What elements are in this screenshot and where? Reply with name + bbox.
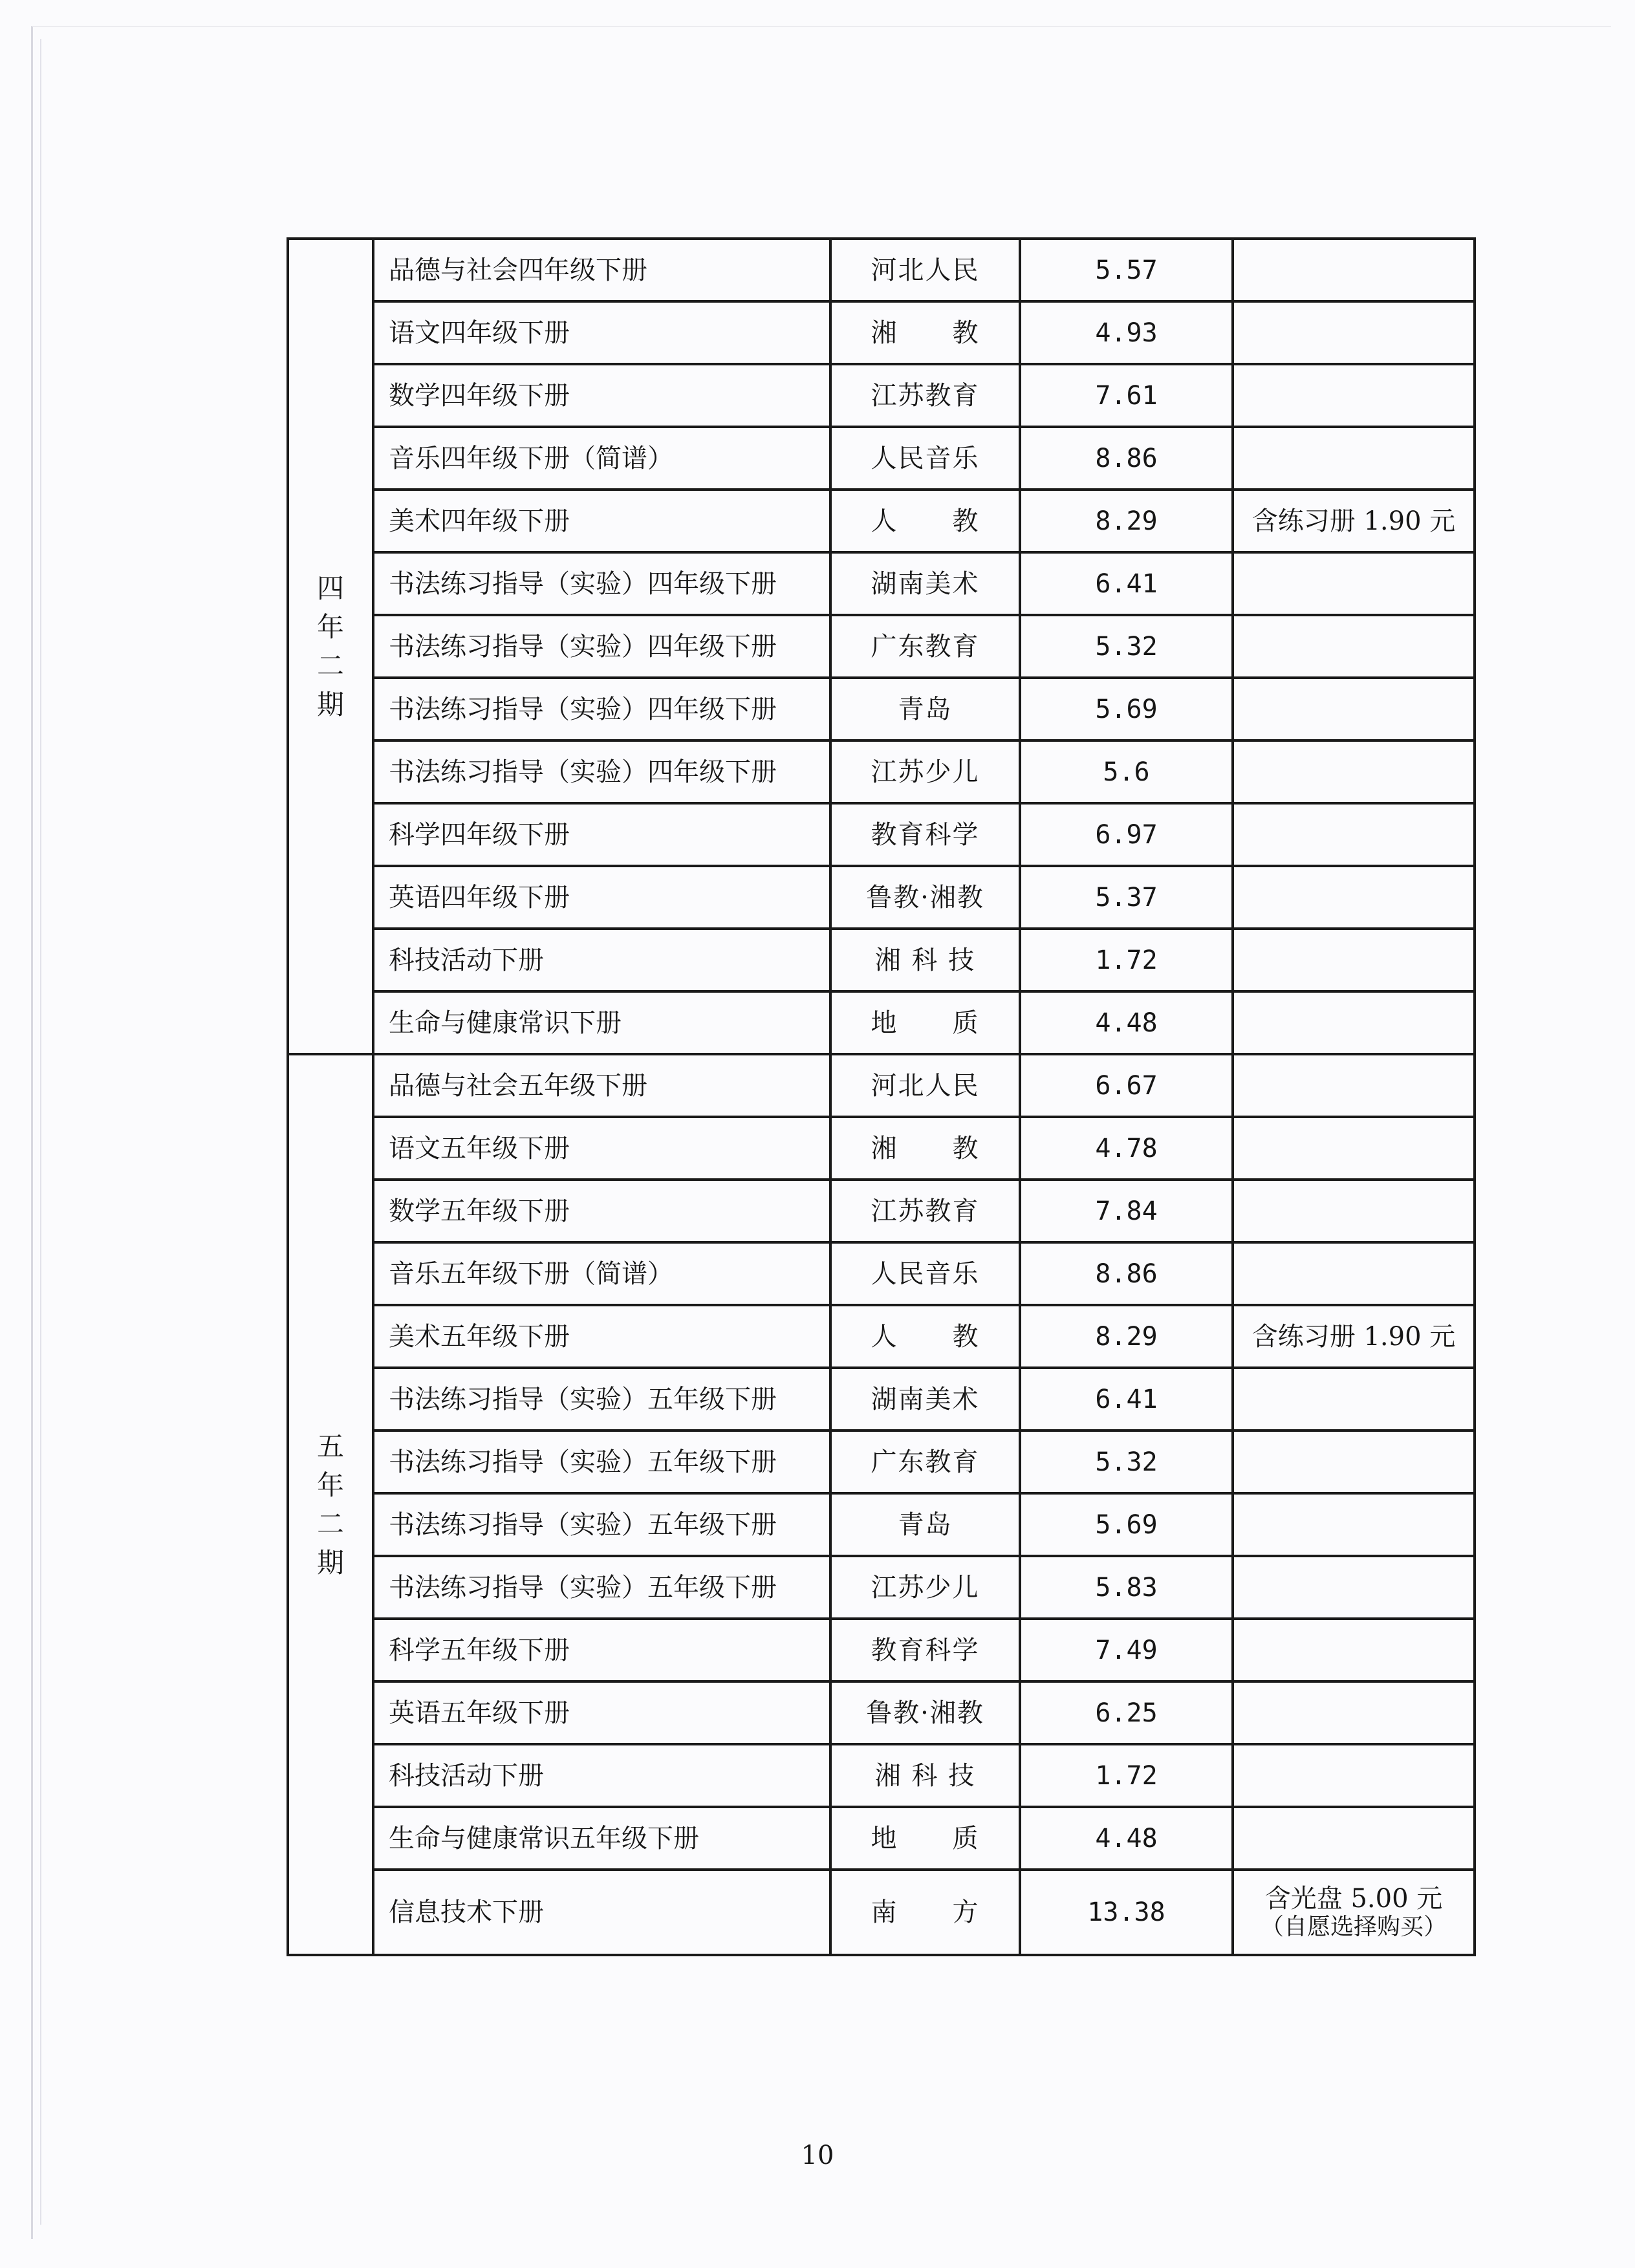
note-line-2: （自愿选择购买） [1260,1914,1447,1941]
note-cell [1233,1117,1475,1180]
table-row [288,1368,1475,1431]
book-title-cell: 语文五年级下册 [373,1117,830,1180]
price-cell: 6.25 [1020,1681,1233,1744]
price-cell: 6.41 [1020,1368,1233,1431]
table-row [288,1493,1475,1556]
table-row [288,991,1475,1054]
price-cell: 4.78 [1020,1117,1233,1180]
book-title-cell: 书法练习指导（实验）四年级下册 [373,615,830,678]
publisher-cell: 江苏少儿 [830,1556,1020,1619]
note-cell [1233,929,1475,991]
price-cell: 5.69 [1020,1493,1233,1556]
table-row [288,1807,1475,1870]
note-cell [1233,866,1475,929]
publisher-cell: 湘 教 [830,301,1020,364]
book-title-cell: 品德与社会五年级下册 [373,1054,830,1117]
table-row [288,1431,1475,1493]
publisher-cell: 广东教育 [830,1431,1020,1493]
book-title-cell: 书法练习指导（实验）五年级下册 [373,1556,830,1619]
price-cell: 6.97 [1020,803,1233,866]
table-row [288,1556,1475,1619]
term-char: 四 [316,572,344,604]
price-cell: 13.38 [1020,1870,1233,1955]
table-row [288,1117,1475,1180]
note-cell [1233,1870,1475,1955]
book-title-cell: 科学四年级下册 [373,803,830,866]
note-cell [1233,1054,1475,1117]
publisher-cell: 地 质 [830,991,1020,1054]
table-row [288,1744,1475,1807]
publisher-cell: 青岛 [830,678,1020,740]
publisher-cell: 人 教 [830,1305,1020,1368]
textbook-price-table [287,237,1476,1956]
term-char: 二 [316,649,344,682]
price-cell: 1.72 [1020,929,1233,991]
book-title-cell: 书法练习指导（实验）五年级下册 [373,1493,830,1556]
publisher-cell: 鲁教·湘教 [830,1681,1020,1744]
publisher-cell: 人民音乐 [830,427,1020,490]
note-cell [1233,1619,1475,1681]
note-cell [1233,1368,1475,1431]
table-row [288,1681,1475,1744]
note-cell [1233,1556,1475,1619]
publisher-cell: 教育科学 [830,803,1020,866]
table-row [288,1054,1475,1117]
book-title-cell: 书法练习指导（实验）四年级下册 [373,552,830,615]
note-cell [1233,1744,1475,1807]
book-title-cell: 数学五年级下册 [373,1180,830,1242]
book-title-cell: 英语四年级下册 [373,866,830,929]
note-cell [1233,552,1475,615]
table-row [288,803,1475,866]
price-cell: 7.61 [1020,364,1233,427]
book-title-cell: 语文四年级下册 [373,301,830,364]
table-row [288,552,1475,615]
price-cell: 5.83 [1020,1556,1233,1619]
price-cell: 7.49 [1020,1619,1233,1681]
note-cell: 含练习册 1.90 元 [1233,490,1475,552]
book-title-cell: 书法练习指导（实验）五年级下册 [373,1431,830,1493]
note-cell [1233,991,1475,1054]
table-row [288,929,1475,991]
publisher-cell: 湘 教 [830,1117,1020,1180]
book-title-cell: 生命与健康常识五年级下册 [373,1807,830,1870]
publisher-cell: 鲁教·湘教 [830,866,1020,929]
price-cell: 8.29 [1020,1305,1233,1368]
table-row [288,1619,1475,1681]
publisher-cell: 人民音乐 [830,1242,1020,1305]
book-title-cell: 数学四年级下册 [373,364,830,427]
note-cell [1233,239,1475,301]
publisher-cell: 江苏教育 [830,364,1020,427]
note-cell [1233,1681,1475,1744]
book-title-cell: 音乐四年级下册（简谱） [373,427,830,490]
publisher-cell: 南 方 [830,1870,1020,1955]
book-title-cell: 音乐五年级下册（简谱） [373,1242,830,1305]
table-row [288,615,1475,678]
publisher-cell: 地 质 [830,1807,1020,1870]
book-title-cell: 书法练习指导（实验）四年级下册 [373,678,830,740]
term-cell [288,1054,373,1955]
price-cell: 5.6 [1020,740,1233,803]
price-cell: 1.72 [1020,1744,1233,1807]
term-char: 期 [316,688,344,720]
price-cell: 5.69 [1020,678,1233,740]
table-row [288,1242,1475,1305]
table-row [288,1870,1475,1955]
note-cell [1233,803,1475,866]
book-title-cell: 品德与社会四年级下册 [373,239,830,301]
price-cell: 5.37 [1020,866,1233,929]
note-cell [1233,1180,1475,1242]
table-row [288,301,1475,364]
publisher-cell: 广东教育 [830,615,1020,678]
note-cell [1233,364,1475,427]
price-cell: 5.57 [1020,239,1233,301]
term-char: 年 [316,610,344,643]
price-cell: 4.48 [1020,991,1233,1054]
table-row [288,427,1475,490]
note-cell [1233,678,1475,740]
price-cell: 4.48 [1020,1807,1233,1870]
book-title-cell: 美术五年级下册 [373,1305,830,1368]
price-cell: 6.41 [1020,552,1233,615]
note-cell [1233,1242,1475,1305]
table-row [288,678,1475,740]
publisher-cell: 青岛 [830,1493,1020,1556]
publisher-cell: 湘 科 技 [830,929,1020,991]
publisher-cell: 江苏教育 [830,1180,1020,1242]
publisher-cell: 湘 科 技 [830,1744,1020,1807]
note-line-1: 含光盘 5.00 元 [1264,1884,1443,1914]
table-row [288,364,1475,427]
price-cell: 7.84 [1020,1180,1233,1242]
page-number: 10 [801,2141,834,2170]
book-title-cell: 科技活动下册 [373,1744,830,1807]
term-char: 年 [316,1469,344,1501]
note-cell: 含练习册 1.90 元 [1233,1305,1475,1368]
term-cell [288,239,373,1054]
table-row [288,866,1475,929]
note-cell [1233,615,1475,678]
book-title-cell: 英语五年级下册 [373,1681,830,1744]
price-cell: 4.93 [1020,301,1233,364]
publisher-cell: 湖南美术 [830,552,1020,615]
book-title-cell: 信息技术下册 [373,1870,830,1955]
price-cell: 8.86 [1020,1242,1233,1305]
note-cell [1233,1493,1475,1556]
table-row [288,1305,1475,1368]
publisher-cell: 河北人民 [830,1054,1020,1117]
note-cell [1233,301,1475,364]
price-cell: 8.29 [1020,490,1233,552]
publisher-cell: 江苏少儿 [830,740,1020,803]
note-cell [1233,1431,1475,1493]
table-body [288,239,1475,1955]
term-char: 二 [316,1507,344,1540]
table-row [288,490,1475,552]
price-cell: 6.67 [1020,1054,1233,1117]
note-cell [1233,427,1475,490]
book-title-cell: 科学五年级下册 [373,1619,830,1681]
publisher-cell: 教育科学 [830,1619,1020,1681]
publisher-cell: 湖南美术 [830,1368,1020,1431]
price-cell: 5.32 [1020,1431,1233,1493]
note-cell [1233,1807,1475,1870]
book-title-cell: 美术四年级下册 [373,490,830,552]
table-row [288,239,1475,301]
term-char: 期 [316,1546,344,1579]
price-cell: 8.86 [1020,427,1233,490]
note-cell [1233,740,1475,803]
book-title-cell: 书法练习指导（实验）四年级下册 [373,740,830,803]
publisher-cell: 河北人民 [830,239,1020,301]
book-title-cell: 科技活动下册 [373,929,830,991]
table-row [288,1180,1475,1242]
term-char: 五 [316,1430,344,1462]
book-title-cell: 书法练习指导（实验）五年级下册 [373,1368,830,1431]
book-title-cell: 生命与健康常识下册 [373,991,830,1054]
table-row [288,740,1475,803]
publisher-cell: 人 教 [830,490,1020,552]
price-cell: 5.32 [1020,615,1233,678]
